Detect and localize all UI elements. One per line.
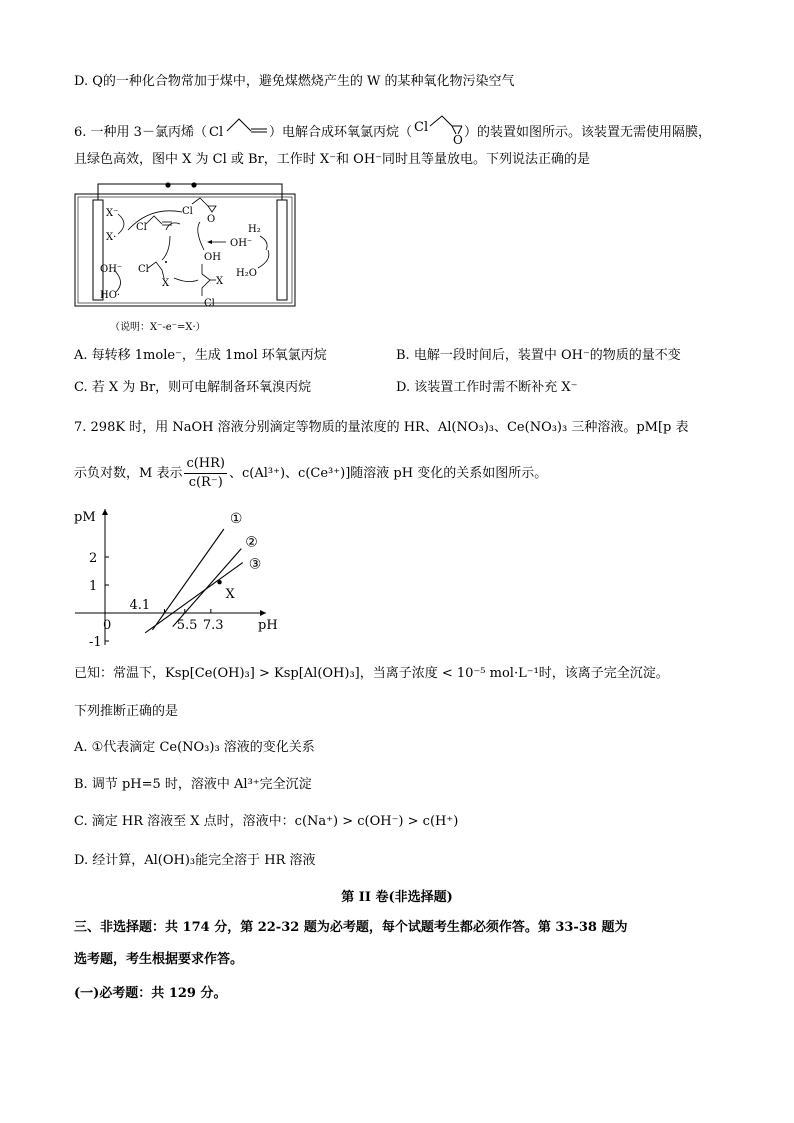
q7-option-b: B. 调节 pH=5 时，溶液中 Al³⁺完全沉淀 (74, 777, 312, 792)
series-label-3: ③ (248, 556, 262, 573)
section-required-heading: (一)必考题：共 129 分。 (74, 986, 227, 1001)
section-instruction-line1: 三、非选择题：共 174 分，第 22-32 题为必考题，每个试题考生都必须作答。第 33-38 题为 (74, 920, 628, 935)
diagram-note: （说明：X⁻-e⁻=X·） (110, 322, 206, 333)
x-tick-label: 0 (103, 618, 112, 633)
anode-electrode (93, 200, 103, 300)
x-right-label: X (216, 276, 224, 287)
y-tick-label: 2 (89, 551, 98, 566)
series-label-1: ① (229, 511, 243, 527)
x-tick-label: 7.3 (202, 618, 224, 633)
section-instruction-line2: 选考题，考生根据要求作答。 (74, 952, 244, 967)
h2o-label: H₂O (236, 268, 257, 279)
cl-left-label: Cl (138, 264, 149, 275)
oh-minus-right-label: OH⁻ (230, 238, 253, 249)
series-label-2: ② (245, 534, 258, 551)
epichlorohydrin-structure (412, 114, 464, 151)
q7-stem-line2 (74, 452, 547, 496)
x-tick-label: 4.1 (129, 598, 151, 613)
series-line-1 (152, 529, 223, 630)
ho-radical-label: HO· (100, 290, 121, 301)
x-tick-label: 5.5 (176, 618, 198, 633)
fraction-numerator: c(HR) (184, 455, 227, 474)
electrolysis-diagram (70, 180, 302, 336)
terminal-left (165, 182, 170, 187)
q7-option-d: D. 经计算，Al(OH)₃能完全溶于 HR 溶液 (74, 853, 316, 868)
cathode-electrode (277, 200, 287, 300)
q6-stem-c: ）的装置如图所示。该装置无需使用隔膜， (463, 125, 711, 140)
q7-option-a: A. ①代表滴定 Ce(NO₃)₃ 溶液的变化关系 (74, 740, 315, 755)
hr-ratio-fraction (184, 455, 227, 492)
q6-stem-b: ）电解合成环氧氯丙烷（ (268, 125, 412, 140)
q6-stem-a: 6. 一种用 3－氯丙烯（ (74, 125, 207, 140)
q6-stem-line1 (74, 114, 711, 151)
x-point-label: X (225, 587, 235, 603)
oh-right-label: OH (204, 252, 221, 263)
allyl-chloride-structure (207, 117, 269, 148)
x-mid-label: X (162, 278, 170, 289)
terminal-right (191, 182, 196, 187)
mol-o-label: O (452, 133, 463, 144)
x-point-marker (217, 580, 221, 584)
q7-stem-line1: 7. 298K 时，用 NaOH 溶液分别滴定等物质的量浓度的 HR、Al(NO₃)₃、Ce(NO₃)₃ 三种溶液。pM[p 表 (74, 420, 689, 435)
x-radical-label: X· (106, 232, 117, 243)
ph-pm-chart (70, 505, 290, 655)
q7-stem-b1: 示负对数，M 表示 (74, 466, 183, 481)
x-axis-label: pH (258, 618, 278, 633)
q6-stem-line2: 且绿色高效，图中 X 为 Cl 或 Br，工作时 X⁻和 OH⁻同时且等量放电。下列说法正确的是 (74, 152, 591, 167)
cl-mid-label: Cl (136, 222, 147, 233)
q7-option-c: C. 滴定 HR 溶液至 X 点时，溶液中：c(Na⁺) > c(OH⁻) > c(H⁺) (74, 814, 459, 829)
q7-stem-b2: 、c(Al³⁺)、c(Ce³⁺)]随溶液 pH 变化的关系如图所示。 (229, 466, 548, 481)
section-title: 第 II 卷(非选择题) (341, 890, 453, 905)
x-minus-label: X⁻ (106, 208, 119, 219)
y-axis-label: pM (74, 510, 96, 525)
oh-minus-left-label: OH⁻ (100, 264, 123, 275)
cl-top-label: Cl (182, 206, 193, 217)
cl-bottom-label: Cl (204, 298, 215, 309)
o-epoxide-label: O (207, 214, 216, 225)
fraction-denominator: c(R⁻) (188, 475, 223, 490)
mol2-cl-label: Cl (413, 120, 429, 135)
q6-option-a: A. 每转移 1mole⁻，生成 1mol 环氧氯丙烷 (74, 348, 327, 363)
q6-option-d: D. 该装置工作时需不断补充 X⁻ (396, 380, 578, 395)
mol-cl-label: Cl (208, 125, 224, 140)
q6-option-b: B. 电解一段时间后，装置中 OH⁻的物质的量不变 (396, 348, 681, 363)
h2-label: H₂ (248, 224, 261, 235)
q5-option-d: D. Q的一种化合物常加于煤中，避免煤燃烧产生的 W 的某种氧化物污染空气 (74, 74, 515, 89)
y-tick-label: 1 (89, 579, 98, 594)
q6-option-c: C. 若 X 为 Br，则可电解制备环氧溴丙烷 (74, 380, 312, 395)
q7-question-prompt: 下列推断正确的是 (74, 704, 179, 719)
y-tick-label: -1 (89, 635, 102, 650)
q7-known-condition: 已知：常温下，Ksp[Ce(OH)₃] > Ksp[Al(OH)₃]，当离子浓度 < 10⁻⁵ mol·L⁻¹时，该离子完全沉淀。 (74, 666, 669, 681)
